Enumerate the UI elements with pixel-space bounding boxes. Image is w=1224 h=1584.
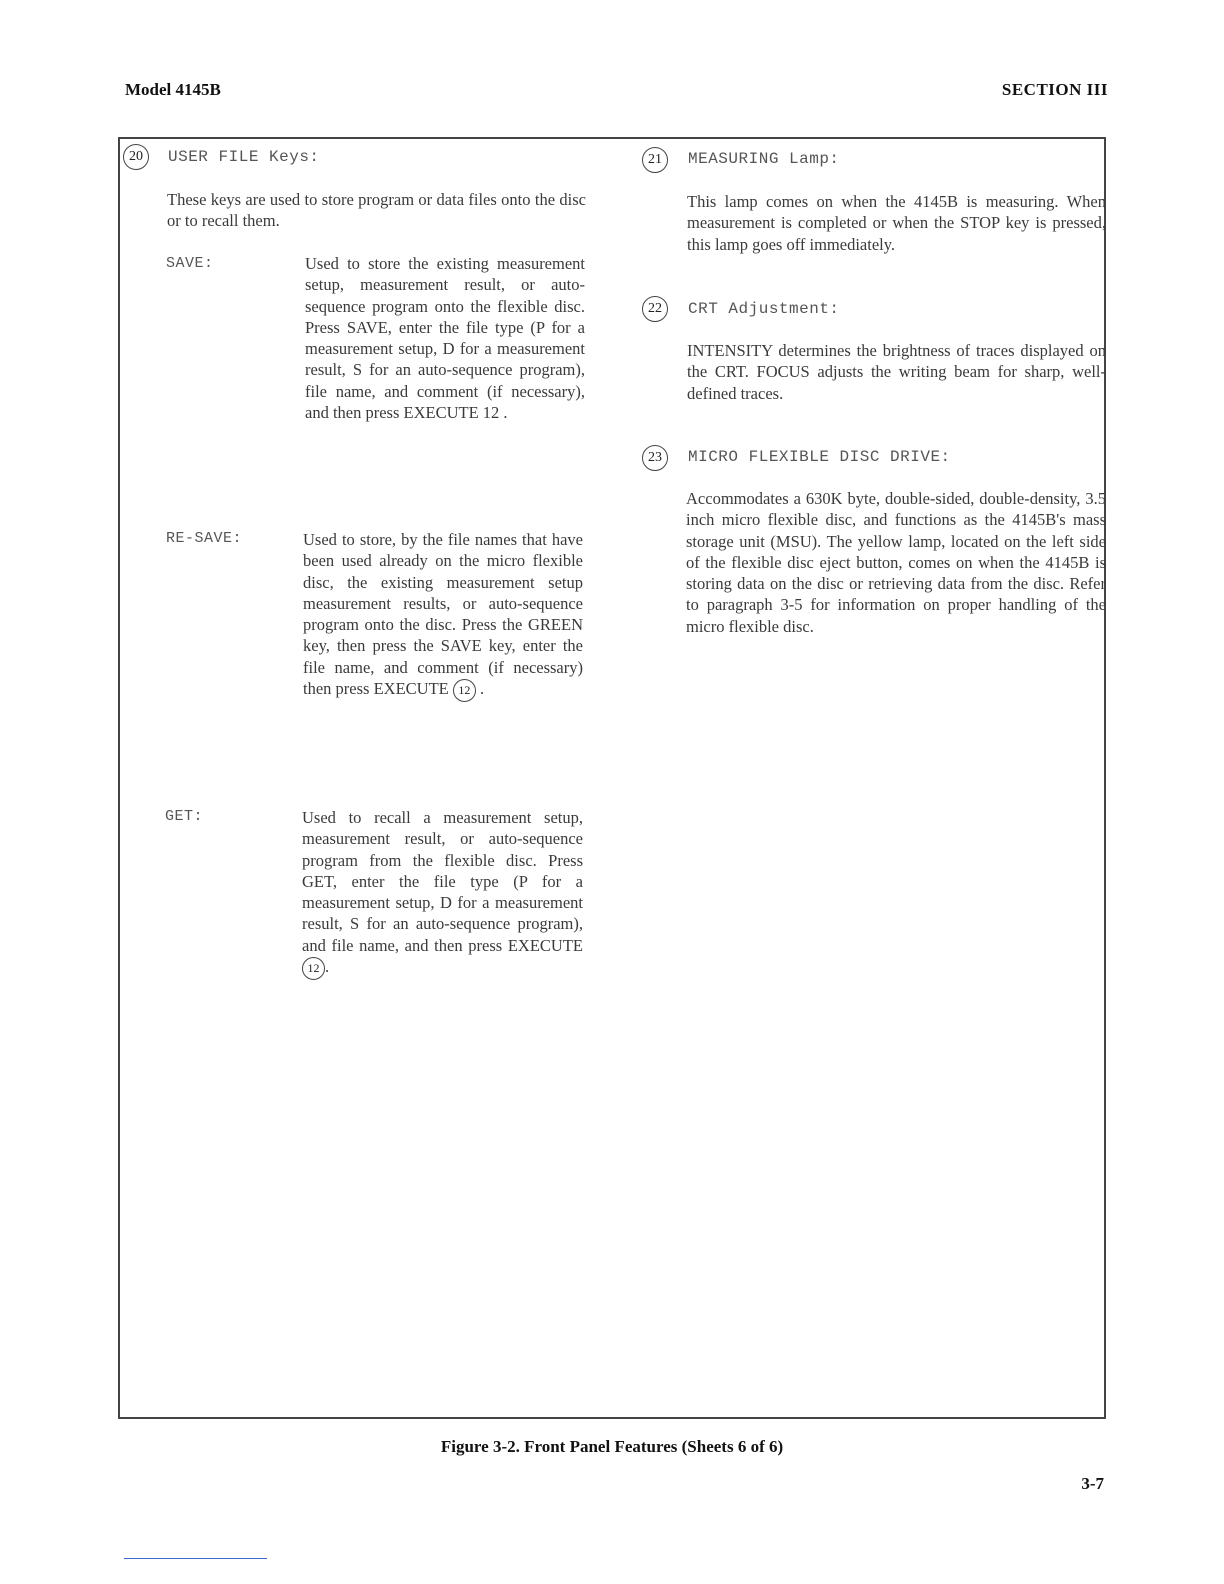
section-header: SECTION III xyxy=(1001,80,1108,99)
save-term: SAVE: xyxy=(166,255,214,272)
figure-frame xyxy=(118,137,1106,1419)
callout-23-icon: 23 xyxy=(642,445,668,471)
callout-12-icon: 12 xyxy=(302,957,325,980)
measuring-lamp-title: MEASURING Lamp: xyxy=(688,150,840,168)
disc-drive-text: Accommodates a 630K byte, double-sided, double-density, 3.5 inch micro flexible disc, and functions as the 4145B's mass storage unit (MSU). The yellow lamp, located on the left side of the flexible disc eject button, comes on when the 4145B is storing data on the disc or retrieving data from the disc. Refer to paragraph 3-5 for information on proper handling of the micro flexible disc. xyxy=(686,489,1106,636)
user-file-keys-title: USER FILE Keys: xyxy=(168,148,320,166)
model-header: Model 4145B xyxy=(125,80,221,99)
user-file-keys-intro: These keys are used to store program or data files onto the disc or to recall them. xyxy=(167,190,586,231)
get-term: GET: xyxy=(165,808,204,825)
footer-rule xyxy=(124,1558,267,1559)
re-save-term: RE-SAVE: xyxy=(166,530,243,547)
measuring-lamp-text: This lamp comes on when the 4145B is measuring. When measurement is completed or when the STOP key is pressed, this lamp goes off immediately. xyxy=(687,192,1106,254)
disc-drive-title: MICRO FLEXIBLE DISC DRIVE: xyxy=(688,448,951,466)
page-number: 3-7 xyxy=(1081,1474,1104,1493)
callout-12-icon: 12 xyxy=(453,679,476,702)
crt-adjustment-text: INTENSITY determines the brightness of traces displayed on the CRT. FOCUS adjusts the writing beam for sharp, well-defined traces. xyxy=(687,341,1106,403)
callout-21-icon: 21 xyxy=(642,147,668,173)
callout-22-icon: 22 xyxy=(642,296,668,322)
save-description: Used to store the existing measurement setup, measurement result, or auto-sequence program onto the flexible disc. Press SAVE, enter the file type (P for a measurement setup, D for a measurement result, S for an auto-sequence program), file name, and comment (if necessary), and then press EXECUTE 12 . xyxy=(305,254,585,423)
re-save-description: Used to store, by the file names that have been used already on the micro flexible disc, the existing measurement setup measurement results, or auto-sequence program onto the disc. Press the GREEN key, then press the SAVE key, enter the file name, and comment (if necessary) then press EXECUTE 12 . xyxy=(303,529,583,702)
get-description: Used to recall a measurement setup, measurement result, or auto-sequence program from the flexible disc. Press GET, enter the file type (P for a measurement setup, D for a measurement result, S for an auto-sequence program), and file name, and then press EXECUTE 12 . xyxy=(302,807,583,980)
figure-caption: Figure 3-2. Front Panel Features (Sheets 6 of 6) xyxy=(440,1437,784,1456)
callout-20-icon: 20 xyxy=(123,144,149,170)
crt-adjustment-title: CRT Adjustment: xyxy=(688,300,840,318)
